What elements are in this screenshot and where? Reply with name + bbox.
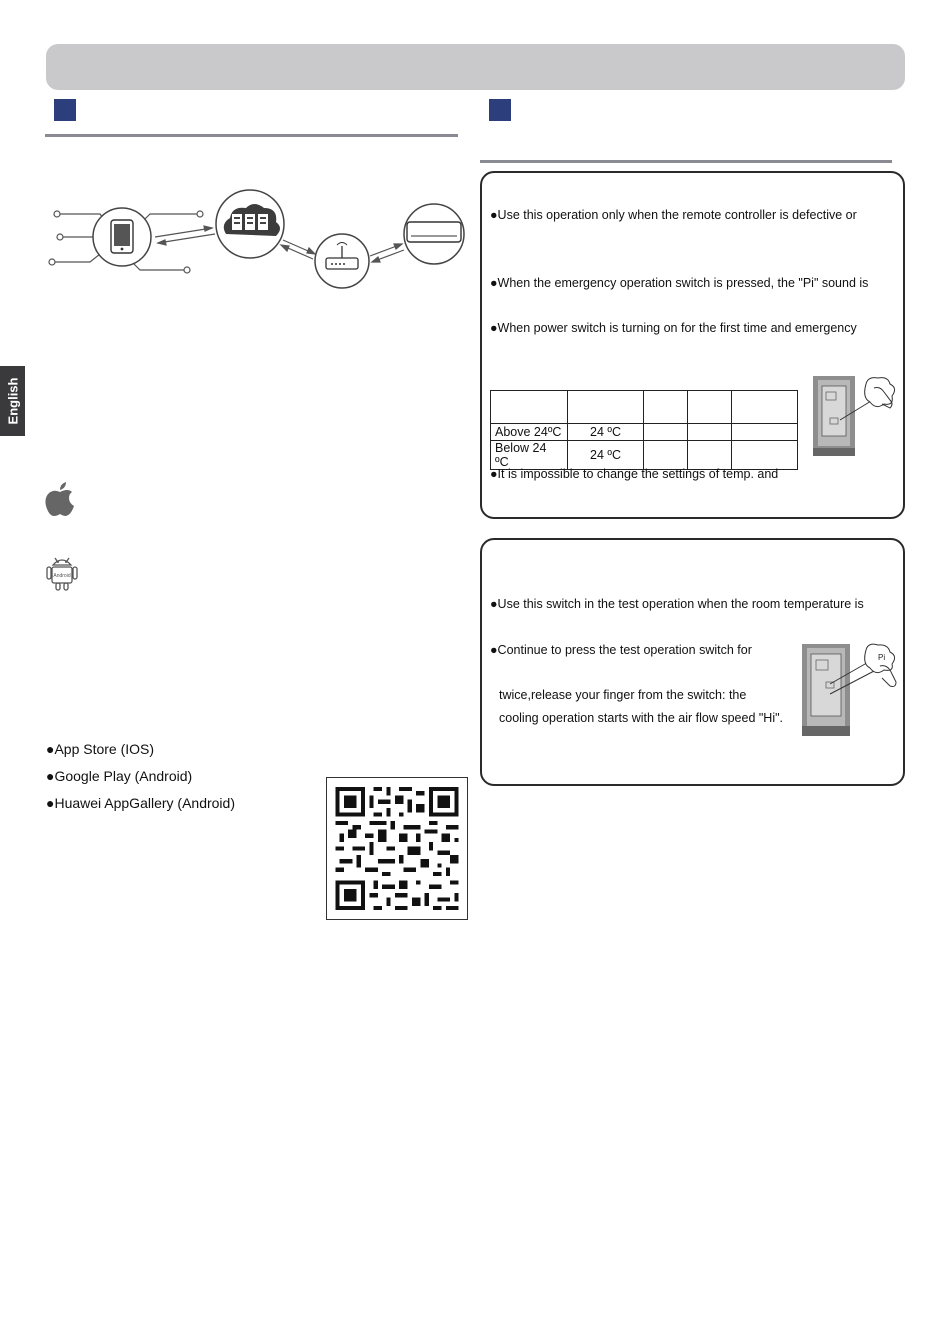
table-cell bbox=[732, 424, 798, 441]
android-icon-label: Android bbox=[53, 573, 71, 579]
test-switch-diagram bbox=[800, 642, 900, 738]
section-marker-left bbox=[54, 99, 76, 121]
section-marker-right bbox=[489, 99, 511, 121]
emergency-line-3: ●When power switch is turning on for the first time and emergency bbox=[490, 321, 857, 335]
store-item-app-store: ●App Store (IOS) bbox=[46, 741, 155, 757]
section-rule-right bbox=[480, 160, 892, 163]
store-item-huawei-appgallery: ●Huawei AppGallery (Android) bbox=[46, 795, 235, 811]
table-cell: 24 ºC bbox=[568, 424, 644, 441]
header-bar bbox=[46, 44, 905, 90]
air-conditioner-icon bbox=[404, 204, 464, 264]
test-line-2: ●Continue to press the test operation switch for bbox=[490, 643, 752, 657]
table-cell bbox=[644, 441, 688, 470]
table-cell bbox=[644, 424, 688, 441]
table-cell bbox=[688, 441, 732, 470]
android-icon bbox=[45, 552, 79, 592]
table-row bbox=[491, 424, 798, 441]
test-line-1: ●Use this switch in the test operation when the room temperature is bbox=[490, 597, 864, 611]
section-rule-left bbox=[45, 134, 458, 137]
emergency-switch-diagram bbox=[810, 374, 900, 458]
table-cell: Above 24ºC bbox=[491, 424, 568, 441]
test-line-3: twice,release your finger from the switch: the bbox=[499, 688, 747, 702]
qr-code bbox=[326, 777, 468, 920]
language-label: English bbox=[5, 377, 20, 425]
pi-sound-label: Pi bbox=[878, 653, 886, 662]
table-row bbox=[491, 441, 798, 470]
table-cell bbox=[732, 441, 798, 470]
table-cell bbox=[688, 424, 732, 441]
network-diagram bbox=[40, 182, 470, 297]
store-item-google-play: ●Google Play (Android) bbox=[46, 768, 193, 784]
emergency-settings-table bbox=[490, 390, 798, 470]
table-header-row bbox=[491, 391, 798, 424]
emergency-line-4: ●It is impossible to change the settings of temp. and bbox=[490, 467, 779, 481]
emergency-line-2: ●When the emergency operation switch is pressed, the "Pi" sound is bbox=[490, 276, 869, 290]
cloud-server-icon bbox=[216, 190, 284, 258]
test-line-4: cooling operation starts with the air flow speed "Hi". bbox=[499, 711, 784, 725]
language-side-tab bbox=[0, 366, 25, 436]
apple-icon bbox=[44, 480, 76, 518]
router-icon bbox=[315, 234, 369, 288]
table-cell: 24 ºC bbox=[568, 441, 644, 470]
emergency-line-1: ●Use this operation only when the remote controller is defective or bbox=[490, 208, 857, 222]
table-cell: Below 24 ºC bbox=[491, 441, 568, 470]
phone-icon bbox=[93, 208, 151, 266]
